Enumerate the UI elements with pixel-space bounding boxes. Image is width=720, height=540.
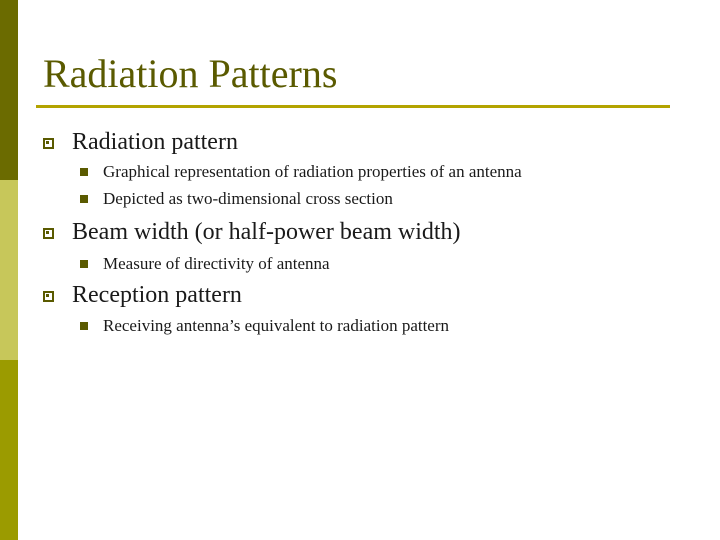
sub-bullet-receiving-antenna: Receiving antenna’s equivalent to radiation pattern [103,316,450,335]
filled-square-bullet-icon [80,195,88,203]
bullet-reception-pattern: Reception pattern [72,282,242,308]
filled-square-bullet-icon [80,168,88,176]
slide-title: Radiation Patterns [43,51,338,96]
filled-square-bullet-icon [80,322,88,330]
square-bullet-icon [43,138,54,149]
filled-square-bullet-icon [80,260,88,268]
square-bullet-icon [43,228,54,239]
square-bullet-icon [43,291,54,302]
bullet-radiation-pattern: Radiation pattern [72,129,238,155]
sub-bullet-directivity: Measure of directivity of antenna [103,254,330,273]
sub-bullet-graphical-representation: Graphical representation of radiation properties of an antenna [103,162,522,181]
bullet-beam-width: Beam width (or half-power beam width) [72,219,461,245]
sub-bullet-depicted-cross-section: Depicted as two-dimensional cross section [103,189,393,208]
